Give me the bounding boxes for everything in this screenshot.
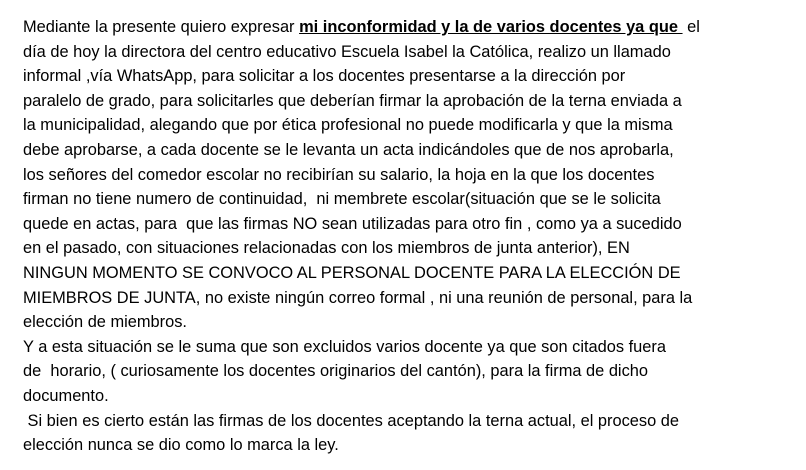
text-line-15: de horario, ( curiosamente los docentes originarios del cantón), para la firma de dicho: [23, 362, 648, 381]
text-line-3: informal ,vía WhatsApp, para solicitar a los docentes presentarse a la dirección por: [23, 67, 626, 86]
text-line-17: Si bien es cierto están las firmas de los docentes aceptando la terna actual, el proceso de: [23, 411, 680, 430]
text-line-14: Y a esta situación se le suma que son excluidos varios docente ya que son citados fuera: [23, 337, 666, 356]
text-line-11: NINGUN MOMENTO SE CONVOCO AL PERSONAL DOCENTE PARA LA ELECCIÓN DE: [23, 263, 681, 282]
text-line-12: MIEMBROS DE JUNTA, no existe ningún correo formal , ni una reunión de personal, para la: [23, 288, 693, 307]
text-line-13: elección de miembros.: [23, 313, 187, 332]
line-1-tail: el: [682, 18, 700, 36]
text-line-16: documento.: [23, 386, 109, 405]
text-line-18: elección nunca se dio como lo marca la ley.: [23, 436, 339, 455]
text-line-5: la municipalidad, alegando que por ética profesional no puede modificarla y que la misma: [23, 116, 673, 135]
complaint-text: [23, 15, 793, 458]
text-line-2: día de hoy la directora del centro educativo Escuela Isabel la Católica, realizo un llamado: [23, 42, 671, 61]
text-line-8: firman no tiene numero de continuidad, ni membrete escolar(situación que se le solicita: [23, 190, 661, 209]
emphasized-phrase: mi inconformidad y la de varios docentes ya que: [299, 18, 683, 36]
text-line-1: [23, 15, 793, 40]
text-line-4: paralelo de grado, para solicitarles que deberían firmar la aprobación de la terna enviada a: [23, 91, 682, 110]
line-1-lead: Mediante la presente quiero expresar: [23, 18, 300, 36]
text-line-7: los señores del comedor escolar no recibirían su salario, la hoja en la que los docentes: [23, 165, 655, 184]
text-line-6: debe aprobarse, a cada docente se le levanta un acta indicándoles que de nos aprobarla,: [23, 140, 674, 159]
text-line-9: quede en actas, para que las firmas NO sean utilizadas para otro fin , como ya a sucedido: [23, 214, 682, 233]
text-line-10: en el pasado, con situaciones relacionadas con los miembros de junta anterior), EN: [23, 239, 630, 258]
